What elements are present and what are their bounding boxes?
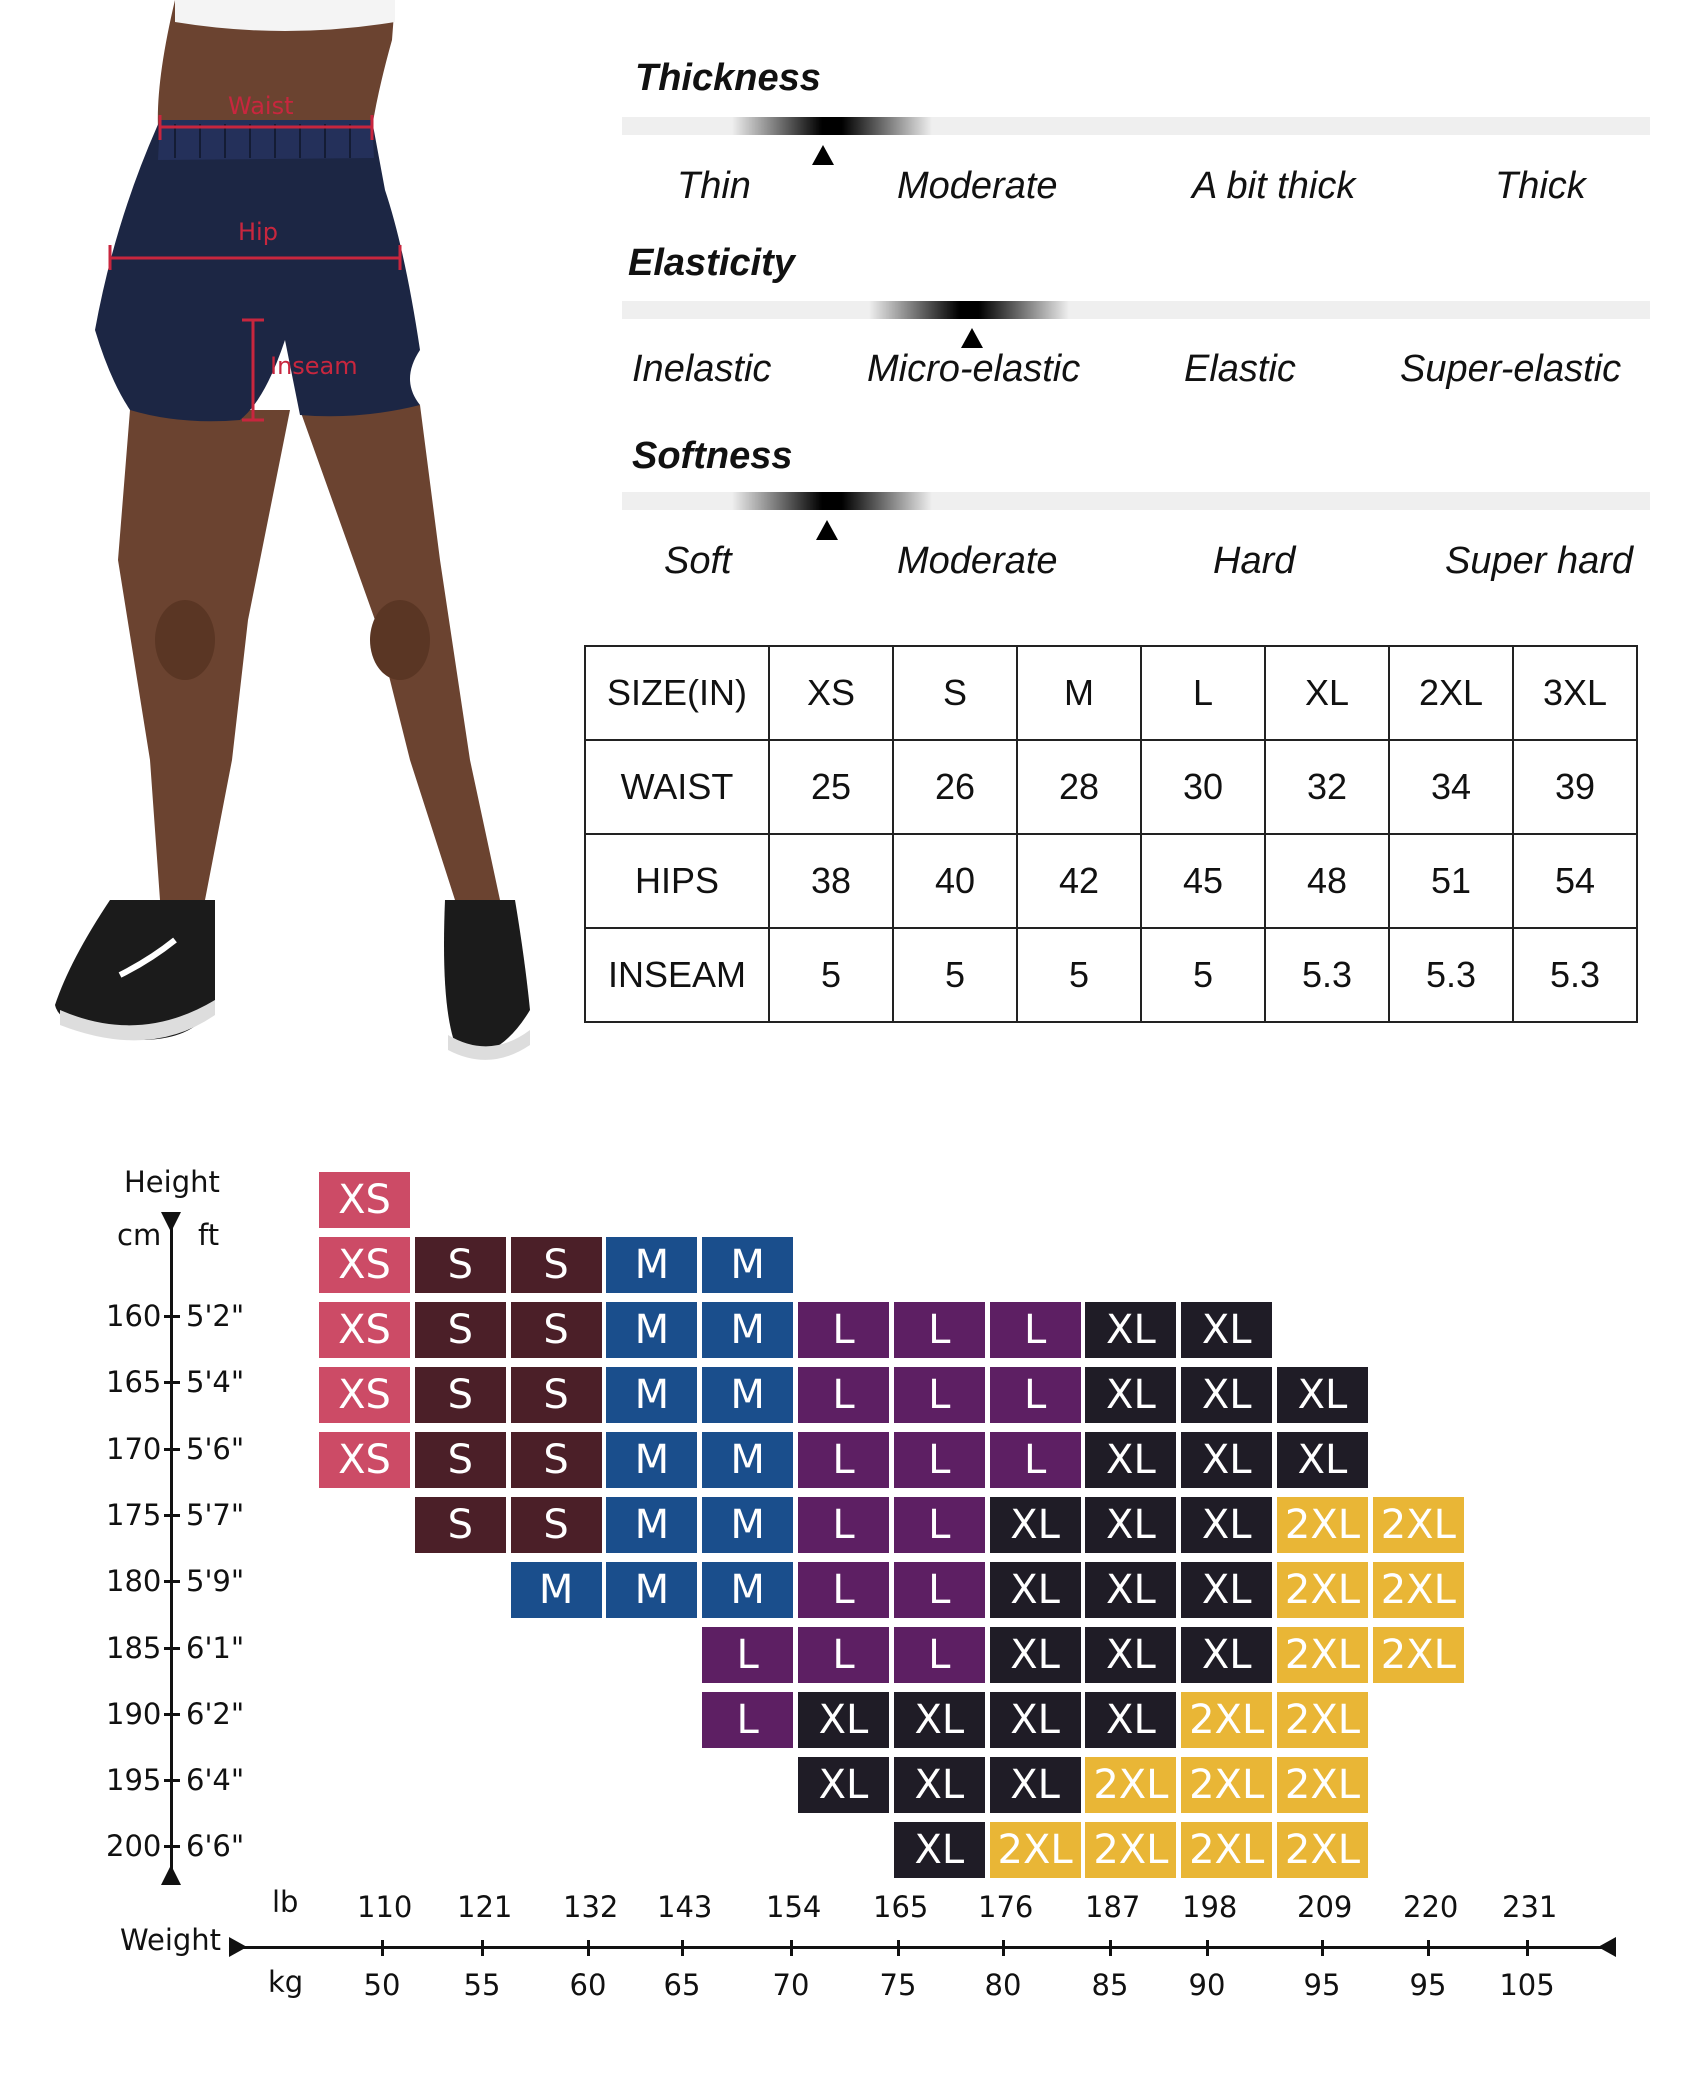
table-row [585,834,1637,928]
size-cell: M [702,1367,793,1423]
weight-tick-lb-label: 176 [978,1890,1034,1924]
size-cell: L [990,1367,1081,1423]
size-cell: 2XL [1277,1757,1368,1813]
weight-tick-kg-label: 95 [1303,1968,1341,2002]
height-tick-cm-label: 185 [106,1630,162,1665]
size-cell: S [415,1367,506,1423]
size-cell: 2XL [1277,1562,1368,1618]
size-cell: M [606,1367,697,1423]
weight-tick-kg-label: 105 [1499,1968,1555,2002]
thickness-option: Moderate [897,165,1058,207]
size-cell: L [798,1627,889,1683]
table-cell: XL [1265,646,1389,740]
weight-tick [381,1940,384,1956]
size-cell: XL [1085,1562,1176,1618]
elasticity-indicator [869,301,1069,319]
model-figure [0,0,560,1080]
size-cell: M [702,1562,793,1618]
size-cell: 2XL [1373,1627,1464,1683]
table-cell: M [1017,646,1141,740]
size-cell: S [415,1497,506,1553]
size-cell: XL [798,1757,889,1813]
table-cell: 5 [893,928,1017,1022]
height-tick-cm-label: 180 [106,1564,162,1599]
size-cell: 2XL [1277,1497,1368,1553]
height-label: Height [124,1165,220,1199]
table-cell: 51 [1389,834,1513,928]
size-cell: XL [1085,1627,1176,1683]
size-cell: S [415,1237,506,1293]
table-cell: 5.3 [1265,928,1389,1022]
weight-tick-lb-label: 143 [657,1890,713,1924]
table-cell: 42 [1017,834,1141,928]
softness-option: Super hard [1445,540,1634,582]
weight-tick-lb-label: 198 [1182,1890,1238,1924]
table-cell: L [1141,646,1265,740]
size-cell: L [798,1562,889,1618]
weight-tick [1109,1940,1112,1956]
size-cell: XS [319,1302,410,1358]
softness-title: Softness [632,435,793,477]
table-cell: WAIST [585,740,769,834]
table-cell: 5.3 [1389,928,1513,1022]
model-photo [0,0,560,1080]
size-cell: XL [1085,1497,1176,1553]
height-tick [164,1713,180,1716]
softness-option: Soft [664,540,732,582]
weight-tick [1206,1940,1209,1956]
weight-tick-kg-label: 90 [1188,1968,1226,2002]
height-tick-ft-label: 6'4" [186,1763,245,1798]
size-cell: M [606,1237,697,1293]
weight-tick-lb-label: 132 [563,1890,619,1924]
size-cell: XL [1181,1627,1272,1683]
size-cell: 2XL [1181,1692,1272,1748]
table-row [585,928,1637,1022]
thickness-bar [622,117,1650,135]
weight-tick-kg-label: 70 [772,1968,810,2002]
ft-label: ft [198,1218,220,1252]
height-tick-ft-label: 6'1" [186,1630,245,1665]
weight-tick-kg-label: 55 [463,1968,501,2002]
size-cell: M [606,1562,697,1618]
weight-tick-kg-label: 65 [663,1968,701,2002]
size-cell: XL [990,1757,1081,1813]
size-cell: 2XL [1085,1822,1176,1878]
size-cell: L [702,1692,793,1748]
height-axis-bottom-arrow-icon [161,1865,181,1885]
size-cell: S [511,1367,602,1423]
table-cell: 54 [1513,834,1637,928]
size-cell: 2XL [1277,1692,1368,1748]
size-cell: L [894,1562,985,1618]
elasticity-arrow-icon [961,328,983,348]
size-cell: L [990,1432,1081,1488]
kg-label: kg [268,1965,304,1999]
size-cell: XL [1181,1562,1272,1618]
table-cell: 5.3 [1513,928,1637,1022]
height-tick [164,1779,180,1782]
size-cell: XL [990,1497,1081,1553]
weight-tick-kg-label: 80 [984,1968,1022,2002]
softness-option: Hard [1213,540,1296,582]
size-cell: S [511,1432,602,1488]
size-cell: M [606,1497,697,1553]
size-cell: L [894,1302,985,1358]
thickness-arrow-icon [812,145,834,165]
height-axis-line [170,1222,173,1872]
size-cell: 2XL [1181,1822,1272,1878]
size-cell: 2XL [1277,1822,1368,1878]
height-tick-cm-label: 160 [106,1299,162,1333]
table-cell: INSEAM [585,928,769,1022]
thickness-option: Thick [1495,165,1586,207]
size-cell: XL [894,1822,985,1878]
weight-tick-kg-label: 60 [569,1968,607,2002]
thickness-option: A bit thick [1192,165,1356,207]
table-cell: 30 [1141,740,1265,834]
weight-label: Weight [120,1923,222,1957]
height-tick-cm-label: 200 [106,1829,162,1864]
weight-tick-kg-label: 95 [1409,1968,1447,2002]
size-cell: XL [1085,1367,1176,1423]
table-cell: 32 [1265,740,1389,834]
table-cell: 39 [1513,740,1637,834]
weight-tick-lb-label: 154 [766,1890,822,1924]
height-tick-cm-label: 175 [106,1497,162,1532]
waist-label: Waist [228,92,294,120]
weight-tick [790,1940,793,1956]
height-tick [164,1845,180,1848]
table-cell: 48 [1265,834,1389,928]
weight-tick [681,1940,684,1956]
size-cell: XL [1085,1302,1176,1358]
size-cell: XL [894,1692,985,1748]
size-cell: XL [1181,1432,1272,1488]
softness-option: Moderate [897,540,1058,582]
size-cell: M [511,1562,602,1618]
table-cell: 25 [769,740,893,834]
weight-tick-lb-label: 121 [457,1890,513,1924]
table-cell: S [893,646,1017,740]
size-cell: M [702,1432,793,1488]
size-cell: 2XL [1373,1497,1464,1553]
weight-tick [897,1940,900,1956]
weight-tick [1321,1940,1324,1956]
table-cell: HIPS [585,834,769,928]
height-tick [164,1580,180,1583]
size-cell: L [798,1497,889,1553]
size-cell: L [798,1432,889,1488]
weight-axis-line [235,1946,1605,1949]
height-axis-top-arrow-icon [161,1212,181,1232]
size-cell: S [415,1302,506,1358]
elasticity-option: Super-elastic [1400,348,1622,390]
size-cell: XS [319,1367,410,1423]
size-cell: L [894,1432,985,1488]
weight-tick-lb-label: 165 [873,1890,929,1924]
height-tick-cm-label: 170 [106,1431,162,1466]
size-cell: M [702,1497,793,1553]
size-cell: 2XL [1181,1757,1272,1813]
table-cell: 5 [1017,928,1141,1022]
size-cell: XL [894,1757,985,1813]
height-tick-cm-label: 195 [106,1763,162,1798]
size-cell: M [606,1302,697,1358]
size-cell: XL [1181,1497,1272,1553]
table-cell: 38 [769,834,893,928]
table-cell: SIZE(IN) [585,646,769,740]
height-tick-ft-label: 6'6" [186,1829,245,1864]
weight-tick-kg-label: 75 [879,1968,917,2002]
size-cell: L [894,1627,985,1683]
table-cell: 3XL [1513,646,1637,740]
elasticity-option: Elastic [1184,348,1296,390]
height-tick [164,1514,180,1517]
inseam-label: Inseam [270,352,358,380]
table-cell: 26 [893,740,1017,834]
weight-tick-lb-label: 231 [1502,1890,1558,1924]
size-cell: M [702,1237,793,1293]
size-cell: XL [798,1692,889,1748]
height-tick-ft-label: 6'2" [186,1696,245,1731]
size-cell: XL [1277,1432,1368,1488]
table-cell: 2XL [1389,646,1513,740]
table-cell: 40 [893,834,1017,928]
weight-tick-kg-label: 85 [1091,1968,1129,2002]
size-cell: XL [1085,1692,1176,1748]
size-cell: XL [1085,1432,1176,1488]
size-cell: L [894,1497,985,1553]
weight-tick-kg-label: 50 [363,1968,401,2002]
lb-label: lb [272,1885,299,1919]
softness-bar [622,492,1650,510]
elasticity-title: Elasticity [628,242,795,284]
size-cell: XL [990,1627,1081,1683]
weight-tick [1526,1940,1529,1956]
softness-indicator [732,492,932,510]
size-cell: 2XL [1277,1627,1368,1683]
weight-tick [1002,1940,1005,1956]
weight-tick-lb-label: 220 [1403,1890,1459,1924]
table-header-row [585,646,1637,740]
weight-tick-lb-label: 110 [357,1890,413,1924]
size-cell: S [511,1302,602,1358]
size-cell: XL [1181,1367,1272,1423]
size-cell: L [990,1302,1081,1358]
elasticity-option: Inelastic [632,348,772,390]
weight-tick [481,1940,484,1956]
size-cell: XS [319,1172,410,1228]
thickness-option: Thin [677,165,751,207]
cm-label: cm [117,1218,162,1252]
size-cell: XS [319,1432,410,1488]
size-table [584,645,1638,1023]
table-row [585,740,1637,834]
size-cell: 2XL [1373,1562,1464,1618]
weight-tick [1427,1940,1430,1956]
height-tick-ft-label: 5'6" [186,1431,245,1466]
height-tick-ft-label: 5'9" [186,1564,245,1599]
size-cell: XL [1277,1367,1368,1423]
size-cell: L [798,1367,889,1423]
thickness-indicator [732,117,932,135]
size-cell: L [798,1302,889,1358]
table-cell: 34 [1389,740,1513,834]
height-tick-ft-label: 5'7" [186,1497,245,1532]
height-tick-ft-label: 5'2" [186,1299,245,1333]
size-cell: 2XL [990,1822,1081,1878]
weight-axis-right-arrow-icon [1598,1937,1616,1957]
table-cell: XS [769,646,893,740]
elasticity-option: Micro-elastic [867,348,1081,390]
size-cell: M [702,1302,793,1358]
size-cell: L [702,1627,793,1683]
softness-arrow-icon [816,520,838,540]
size-cell: 2XL [1085,1757,1176,1813]
weight-tick [587,1940,590,1956]
size-cell: S [511,1237,602,1293]
table-cell: 45 [1141,834,1265,928]
size-cell: XL [990,1692,1081,1748]
thickness-title: Thickness [635,57,821,99]
size-cell: XL [1181,1302,1272,1358]
table-cell: 5 [769,928,893,1022]
weight-tick-lb-label: 187 [1085,1890,1141,1924]
size-cell: XS [319,1237,410,1293]
height-tick [164,1448,180,1451]
height-tick-cm-label: 190 [106,1696,162,1731]
table-cell: 28 [1017,740,1141,834]
elasticity-bar [622,301,1650,319]
size-cell: M [606,1432,697,1488]
size-cell: L [894,1367,985,1423]
height-tick-cm-label: 165 [106,1365,162,1400]
weight-axis-left-arrow-icon [229,1937,247,1957]
weight-tick-lb-label: 209 [1297,1890,1353,1924]
height-tick [164,1315,180,1318]
size-cell: S [511,1497,602,1553]
height-tick-ft-label: 5'4" [186,1365,245,1400]
size-cell: S [415,1432,506,1488]
hip-label: Hip [238,218,278,246]
height-tick [164,1381,180,1384]
height-tick [164,1647,180,1650]
size-cell: XL [990,1562,1081,1618]
table-cell: 5 [1141,928,1265,1022]
